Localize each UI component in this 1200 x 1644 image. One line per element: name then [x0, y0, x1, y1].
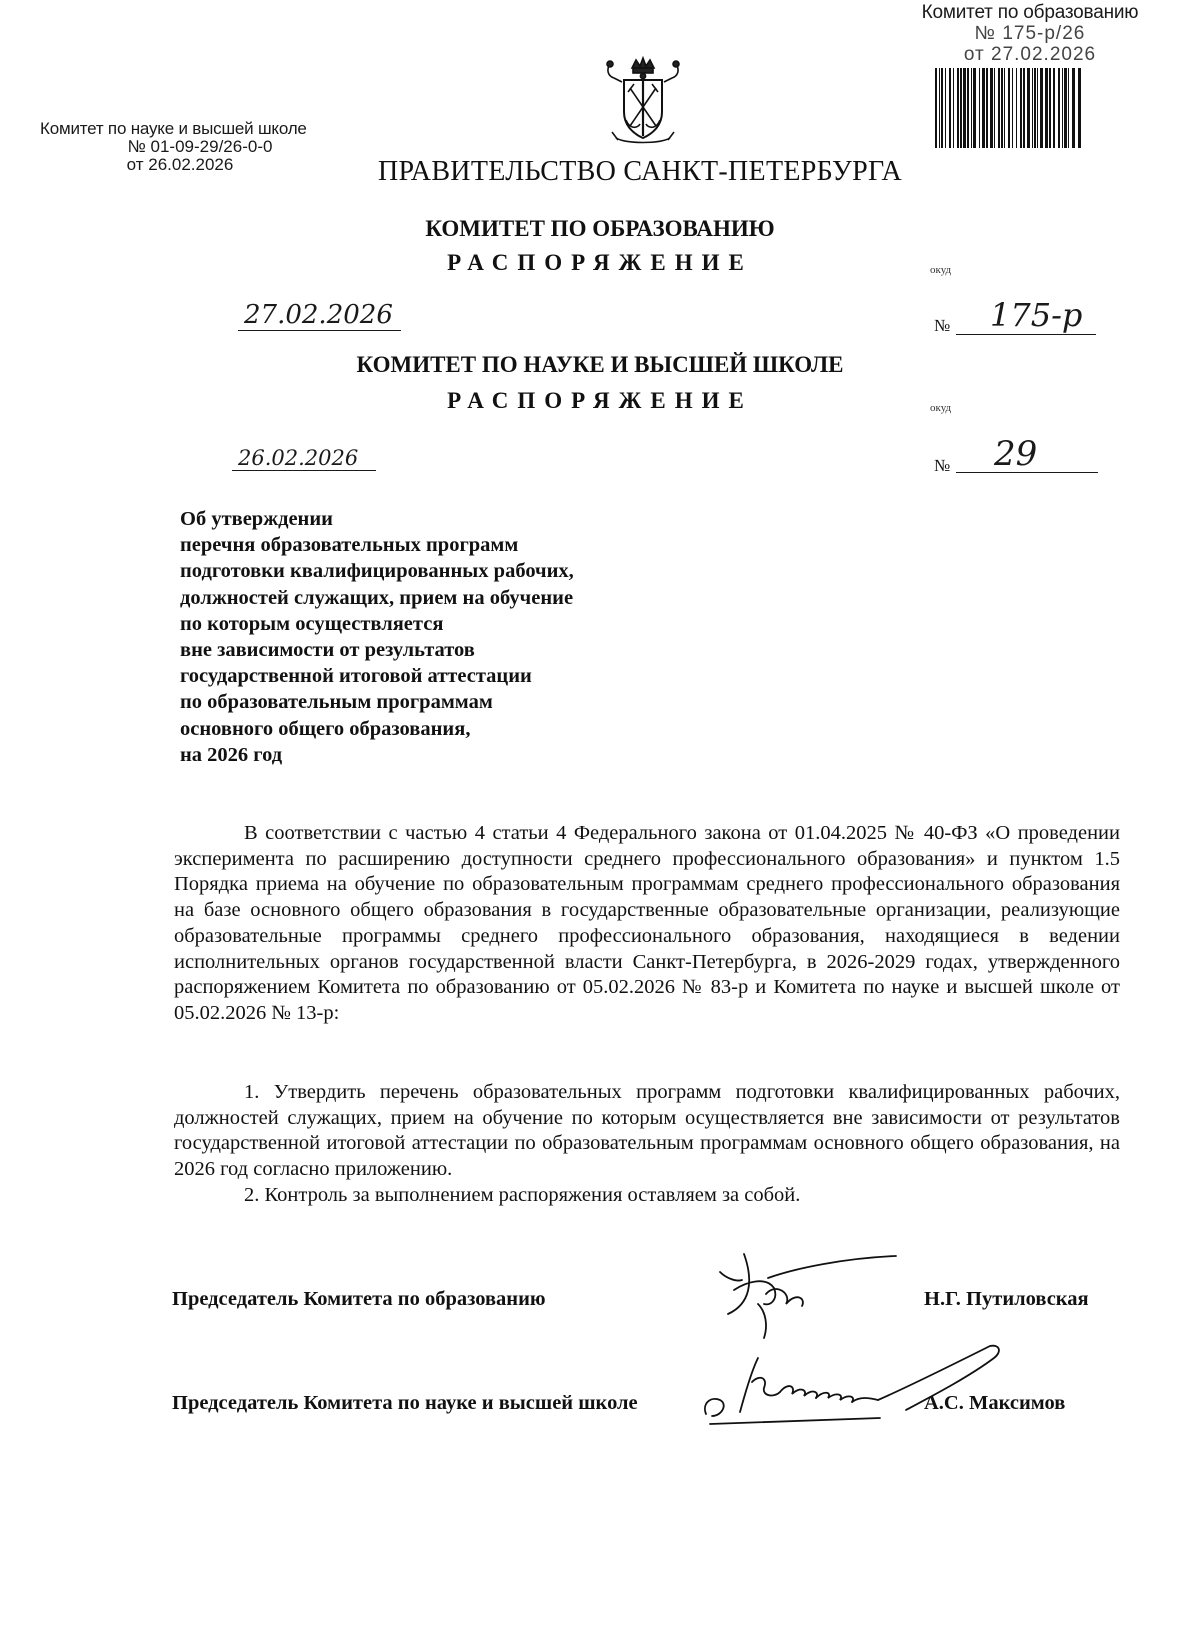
title-line: перечня образовательных программ	[180, 534, 519, 557]
order-heading-science: РАСПОРЯЖЕНИЕ	[447, 388, 753, 413]
signatory-position-science: Председатель Комитета по науке и высшей школе	[172, 1392, 638, 1414]
saint-petersburg-coat-of-arms-icon	[602, 54, 684, 146]
decision-items	[174, 1080, 1120, 1209]
preamble-text: В соответствии с частью 4 статьи 4 Федерального закона от 01.04.2025 № 40-ФЗ «О проведении эксперимента по расширению доступности среднего профессионального образования» и пунктом 1.5 Порядка приема на обучение по образовательным программам среднего профессионального образования на базе основного общего образования в государственные образовательные организации, реализующие образовательные программы среднего профессионального образования, находящиеся в ведении исполнительных органов государственной власти Санкт-Петербурга, в 2026-2029 годах, утвержденного распоряжением Комитета по образованию от 05.02.2026 № 83-р и Комитета по науке и высшей школе от 05.02.2026 № 13-р:	[174, 822, 1120, 1024]
order-heading-education: РАСПОРЯЖЕНИЕ	[447, 250, 753, 275]
title-line: на 2026 год	[180, 743, 283, 766]
registration-stamp-right	[880, 2, 1180, 65]
order-date-education: 27.02.2026	[238, 300, 401, 331]
title-line: основного общего образования,	[180, 717, 471, 740]
barcode-icon	[935, 68, 1085, 148]
document-title	[180, 506, 700, 768]
signatory-position-education: Председатель Комитета по образованию	[172, 1288, 546, 1310]
stamp-left-number: № 01-09-29/26-0-0	[127, 137, 273, 156]
order-date-education-wrapper	[238, 300, 401, 330]
stamp-right-number: № 175-р/26	[974, 23, 1086, 44]
committee-science-title: КОМИТЕТ ПО НАУКЕ И ВЫСШЕЙ ШКОЛЕ	[356, 352, 844, 377]
preamble-paragraph	[174, 821, 1120, 1027]
title-line: Об утверждении	[180, 508, 333, 530]
stamp-right-org: Комитет по образованию	[921, 2, 1139, 23]
stamp-left-date: от 26.02.2026	[126, 155, 234, 174]
handwritten-signature-maksimov	[700, 1338, 1050, 1428]
okud-label-science: окуд	[930, 402, 952, 414]
title-line: подготовки квалифицированных рабочих,	[180, 560, 574, 583]
government-title: ПРАВИТЕЛЬСТВО САНКТ-ПЕТЕРБУРГА	[378, 156, 902, 187]
registration-stamp-left	[40, 120, 360, 174]
handwritten-signature-putilovskaya	[706, 1242, 906, 1342]
okud-label-education: окуд	[930, 264, 952, 276]
title-line: по которым осуществляется	[180, 612, 444, 635]
order-number-label-science: №	[934, 456, 951, 475]
signatory-name-science: А.С. Максимов	[924, 1392, 1066, 1414]
signatory-name-education: Н.Г. Путиловская	[924, 1288, 1089, 1310]
committee-education-title: КОМИТЕТ ПО ОБРАЗОВАНИЮ	[425, 216, 775, 241]
order-date-science: 26.02.2026	[232, 446, 376, 471]
title-line: по образовательным программам	[180, 691, 493, 714]
order-number-line-education	[956, 334, 1096, 335]
order-date-science-wrapper	[232, 446, 376, 470]
order-number-education: 175-р	[990, 296, 1083, 334]
title-line: государственной итоговой аттестации	[180, 665, 532, 688]
stamp-left-org: Комитет по науке и высшей школе	[40, 119, 307, 138]
decision-item-2: 2. Контроль за выполнением распоряжения оставляем за собой.	[244, 1183, 801, 1206]
decision-item-1: 1. Утвердить перечень образовательных программ подготовки квалифицированных рабочих, должностей служащих, прием на обучение по которым осуществляется вне зависимости от результатов государственной итоговой аттестации по образовательным программам основного общего образования, на 2026 год согласно приложению.	[174, 1081, 1120, 1181]
stamp-right-date: от 27.02.2026	[963, 44, 1097, 65]
title-line: должностей служащих, прием на обучение	[180, 586, 574, 609]
order-number-label-education: №	[934, 316, 951, 335]
order-number-science: 29	[994, 434, 1038, 474]
title-line: вне зависимости от результатов	[180, 639, 475, 662]
